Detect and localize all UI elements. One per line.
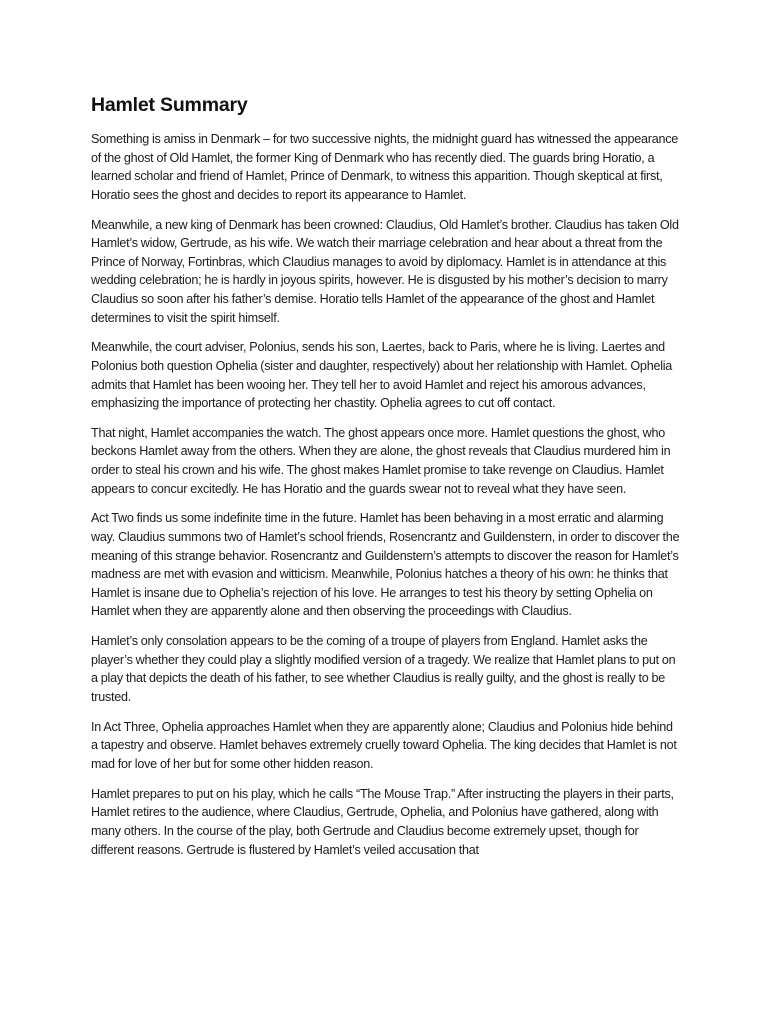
paragraph-1: Something is amiss in Denmark – for two successive nights, the midnight guard has witnessed the appearance of the ghost of Old Hamlet, the former King of Denmark who has recently died. The guards bring Horatio, a learned scholar and friend of Hamlet, Prince of Denmark, to witness this apparition. Though skeptical at first, Horatio sees the ghost and decides to report its appearance to Hamlet. <box>91 132 679 202</box>
paragraph-6: Hamlet’s only consolation appears to be the coming of a troupe of players from England. Hamlet asks the player’s whether they could play a slightly modified version of a tragedy. We realize that Hamlet plans to put on a play that depicts the death of his father, to see whether Claudius is really guilty, and the ghost is really to be trusted. <box>91 634 676 704</box>
paragraph-5: Act Two finds us some indefinite time in the future. Hamlet has been behaving in a most erratic and alarming way. Claudius summons two of Hamlet’s school friends, Rosencrantz and Guildenstern, in order to discover the meaning of this strange behavior. Rosencrantz and Guildenstern’s attempts to discover the reason for Hamlet’s madness are met with evasion and witticism. Meanwhile, Polonius hatches a theory of his own: he thinks that Hamlet is insane due to Ophelia’s rejection of his love. He arranges to test his theory by setting Ophelia on Hamlet when they are apparently alone and then observing the proceedings with Claudius. <box>91 511 680 619</box>
paragraph-2: Meanwhile, a new king of Denmark has been crowned: Claudius, Old Hamlet’s brother. Claudius has taken Old Hamlet’s widow, Gertrude, as his wife. We watch their marriage celebration and hear about a threat from the Prince of Norway, Fortinbras, which Claudius manages to avoid by diplomacy. Hamlet is in attendance at this wedding celebration; he is hardly in joyous spirits, however. He is disgusted by his mother’s decision to marry Claudius so soon after his father’s demise. Horatio tells Hamlet of the appearance of the ghost and Hamlet determines to visit the spirit himself. <box>91 217 679 325</box>
paragraph-4: That night, Hamlet accompanies the watch. The ghost appears once more. Hamlet questions the ghost, who beckons Hamlet away from the others. When they are alone, the ghost reveals that Claudius murdered him in order to steal his crown and his wife. The ghost makes Hamlet promise to take revenge on Claudius. Hamlet appears to concur excitedly. He has Horatio and the guards swear not to reveal what they have seen. <box>91 425 671 496</box>
document-page <box>91 92 681 870</box>
paragraph-3: Meanwhile, the court adviser, Polonius, sends his son, Laertes, back to Paris, where he is living. Laertes and Polonius both question Ophelia (sister and daughter, respectively) about her relationship with Hamlet. Ophelia admits that Hamlet has been wooing her. They tell her to avoid Hamlet and reject his amorous advances, emphasizing the importance of protecting her chastity. Ophelia agrees to cut off contact. <box>91 340 673 411</box>
paragraph-8: Hamlet prepares to put on his play, which he calls “The Mouse Trap.” After instructing the players in their parts, Hamlet retires to the audience, where Claudius, Gertrude, Ophelia, and Polonius have gathered, along with many others. In the course of the play, both Gertrude and Claudius become extremely upset, though for different reasons. Gertrude is flustered by Hamlet’s veiled accusation that <box>91 786 674 857</box>
paragraph-7: In Act Three, Ophelia approaches Hamlet when they are apparently alone; Claudius and Polonius hide behind a tapestry and observe. Hamlet behaves extremely cruelly toward Ophelia. The king decides that Hamlet is not mad for love of her but for some other hidden reason. <box>91 719 677 771</box>
document-title: Hamlet Summary <box>91 94 248 116</box>
